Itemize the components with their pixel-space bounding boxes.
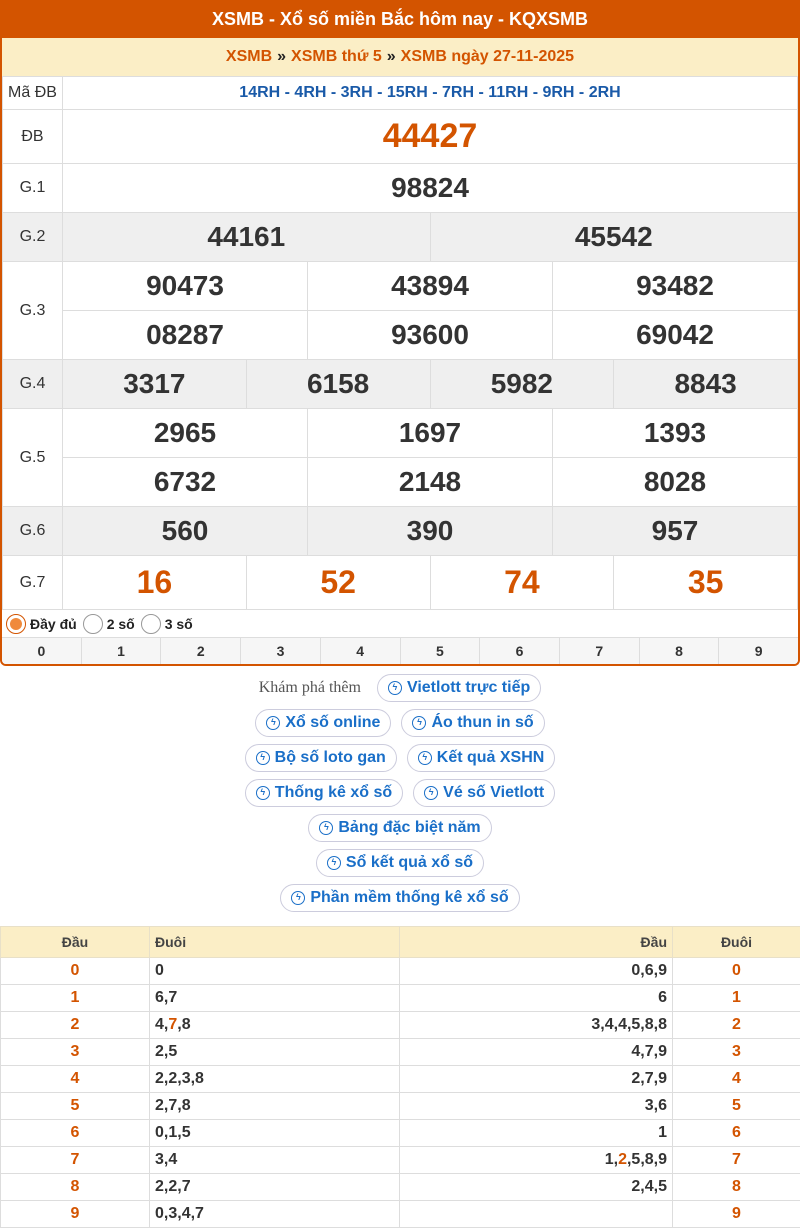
cell-dau-reverse: 1: [400, 1120, 673, 1147]
breadcrumb-link-date[interactable]: XSMB ngày 27-11-2025: [400, 48, 575, 65]
cell-duoi-reverse: 9: [673, 1201, 800, 1228]
digit-filter-button[interactable]: 0: [2, 638, 82, 664]
header-duoi: Đuôi: [673, 927, 800, 958]
prize-g2-number: 44161: [63, 213, 431, 262]
prize-g3-number: 43894: [308, 262, 553, 311]
explore-link-bang-dac-biet[interactable]: [308, 814, 491, 842]
explore-link-so-ket-qua[interactable]: [316, 849, 484, 877]
cell-duoi-reverse: 2: [673, 1012, 800, 1039]
prize-g4-number: 6158: [246, 360, 430, 409]
prize-g7-number: 52: [246, 556, 430, 610]
table-row: [1, 1066, 800, 1093]
cell-dau-reverse: 3,6: [400, 1093, 673, 1120]
cell-duoi: 0,3,4,7: [150, 1201, 400, 1228]
loto-table: [0, 926, 800, 1228]
prize-label-g4: G.4: [3, 360, 63, 409]
link-text: Vietlott trực tiếp: [406, 678, 531, 696]
highlight-digit: 2: [618, 1151, 627, 1168]
breadcrumb-link-xsmb[interactable]: XSMB: [225, 48, 273, 65]
cell-dau: 7: [1, 1147, 150, 1174]
highlight-digit: 7: [168, 1016, 178, 1033]
radio-icon[interactable]: [141, 614, 161, 634]
cell-dau: 9: [1, 1201, 150, 1228]
bolt-icon: ϟ: [291, 891, 305, 905]
bolt-icon: ϟ: [412, 716, 426, 730]
prize-g3-number: 93600: [308, 311, 553, 360]
prize-g4-number: 5982: [430, 360, 614, 409]
cell-duoi: 3,4: [150, 1147, 400, 1174]
header-dau: Đầu: [1, 927, 150, 958]
cell-duoi: 6,7: [150, 985, 400, 1012]
page-title: XSMB - Xổ số miền Bắc hôm nay - KQXSMB: [2, 0, 798, 38]
bolt-icon: ϟ: [418, 751, 432, 765]
header-duoi: Đuôi: [150, 927, 400, 958]
cell-dau: 8: [1, 1174, 150, 1201]
prize-g7-number: 16: [63, 556, 247, 610]
prize-label-g3: G.3: [3, 262, 63, 360]
prize-g6-number: 390: [308, 507, 553, 556]
prize-g4-number: 3317: [63, 360, 247, 409]
prize-g2-number: 45542: [430, 213, 798, 262]
prize-g1-number: 98824: [63, 164, 798, 213]
cell-dau-reverse: 4,7,9: [400, 1039, 673, 1066]
cell-duoi: 2,5: [150, 1039, 400, 1066]
prize-label-db: ĐB: [3, 110, 63, 164]
prize-label-g6: G.6: [3, 507, 63, 556]
cell-dau-reverse: 6: [400, 985, 673, 1012]
link-text: Thống kê xổ số: [274, 783, 393, 801]
digit-text: 1,: [604, 1151, 619, 1168]
cell-duoi-reverse: 7: [673, 1147, 800, 1174]
cell-duoi-reverse: 6: [673, 1120, 800, 1147]
prize-g7-number: 35: [614, 556, 798, 610]
cell-dau: 0: [1, 958, 150, 985]
cell-dau-reverse: 3,4,4,5,8,8: [400, 1012, 673, 1039]
prize-g6-number: 560: [63, 507, 308, 556]
ma-db-label: Mã ĐB: [3, 77, 63, 110]
link-text: Bộ số loto gan: [274, 748, 386, 766]
cell-dau-reverse: [400, 1201, 673, 1228]
explore-link-vietlott-live[interactable]: [377, 674, 541, 702]
prize-label-g7: G.7: [3, 556, 63, 610]
table-row: [1, 1201, 800, 1228]
table-row: [1, 1147, 800, 1174]
option-full[interactable]: [6, 614, 77, 634]
prize-g6-number: 957: [553, 507, 798, 556]
digit-filter: [2, 638, 798, 664]
prize-label-g1: G.1: [3, 164, 63, 213]
cell-dau: 4: [1, 1066, 150, 1093]
table-row: [1, 985, 800, 1012]
cell-dau-reverse: 0,6,9: [400, 958, 673, 985]
prize-g5-number: 6732: [63, 458, 308, 507]
radio-selected-icon[interactable]: [6, 614, 26, 634]
explore-link-phan-mem[interactable]: [280, 884, 519, 912]
bolt-icon: ϟ: [256, 751, 270, 765]
option-2-digits[interactable]: [83, 614, 135, 634]
link-text: Áo thun in số: [431, 713, 534, 731]
cell-dau: 2: [1, 1012, 150, 1039]
header-dau: Đầu: [400, 927, 673, 958]
link-text: Xổ số online: [285, 713, 381, 731]
cell-duoi-reverse: 1: [673, 985, 800, 1012]
link-text: Sổ kết quả xổ số: [345, 853, 474, 871]
option-3-digits[interactable]: [141, 614, 193, 634]
link-text: Bảng đặc biệt năm: [338, 818, 481, 836]
explore-link-ao-thun[interactable]: [401, 709, 544, 737]
digit-filter-button[interactable]: 9: [754, 643, 763, 659]
explore-link-xo-so-online[interactable]: [255, 709, 391, 737]
table-row: [1, 1039, 800, 1066]
digit-filter-button[interactable]: 4: [321, 638, 401, 664]
explore-link-ve-so-vietlott[interactable]: [413, 779, 555, 807]
display-options: [2, 610, 798, 638]
cell-dau: 6: [1, 1120, 150, 1147]
breadcrumb-separator: »: [386, 48, 396, 65]
bolt-icon: ϟ: [266, 716, 280, 730]
prize-g5-number: 1393: [553, 409, 798, 458]
explore-link-loto-gan[interactable]: [245, 744, 397, 772]
prize-g4-number: 8843: [614, 360, 798, 409]
digit-filter-button[interactable]: 3: [241, 638, 321, 664]
prize-g3-number: 69042: [553, 311, 798, 360]
cell-duoi: 2,7,8: [150, 1093, 400, 1120]
cell-duoi-reverse: 3: [673, 1039, 800, 1066]
cell-duoi: 2,2,7: [150, 1174, 400, 1201]
prize-label-g2: G.2: [3, 213, 63, 262]
option-label: Đầy đủ: [30, 615, 77, 632]
bolt-icon: ϟ: [256, 786, 270, 800]
digit-text: 4,: [155, 1016, 169, 1033]
table-row: [1, 1174, 800, 1201]
results-table: [2, 76, 798, 610]
explore-link-thong-ke[interactable]: [245, 779, 403, 807]
explore-section: [0, 670, 800, 915]
explore-link-xshn[interactable]: [407, 744, 556, 772]
digit-filter-button[interactable]: 5: [401, 638, 481, 664]
prize-g3-number: 93482: [553, 262, 798, 311]
cell-duoi-reverse: 5: [673, 1093, 800, 1120]
prize-g5-number: 2965: [63, 409, 308, 458]
digit-filter-button[interactable]: 7: [560, 638, 640, 664]
breadcrumb-separator: »: [277, 48, 287, 65]
prize-g7-number: 74: [430, 556, 614, 610]
digit-text: ,5,8,9: [626, 1151, 667, 1168]
loto-table-section: [0, 926, 800, 1228]
cell-dau: 1: [1, 985, 150, 1012]
table-row: [1, 1093, 800, 1120]
breadcrumb: [2, 38, 798, 76]
digit-filter-button[interactable]: 1: [82, 638, 162, 664]
prize-g5-number: 8028: [553, 458, 798, 507]
bolt-icon: ϟ: [319, 821, 333, 835]
digit-filter-button[interactable]: 2: [161, 638, 241, 664]
bolt-icon: ϟ: [388, 681, 402, 695]
link-text: Kết quả XSHN: [436, 748, 545, 766]
bolt-icon: ϟ: [327, 856, 341, 870]
cell-duoi: 0,1,5: [150, 1120, 400, 1147]
cell-dau: 5: [1, 1093, 150, 1120]
digit-filter-button[interactable]: 6: [480, 638, 560, 664]
prize-g5-number: 1697: [308, 409, 553, 458]
prize-g5-number: 2148: [308, 458, 553, 507]
cell-duoi-reverse: 0: [673, 958, 800, 985]
cell-dau: 3: [1, 1039, 150, 1066]
digit-text: ,8: [177, 1016, 191, 1033]
cell-duoi: 0: [150, 958, 400, 985]
cell-dau-reverse: 2,4,5: [400, 1174, 673, 1201]
radio-icon[interactable]: [83, 614, 103, 634]
explore-label: Khám phá thêm: [258, 678, 361, 696]
cell-duoi: [150, 1012, 400, 1039]
breadcrumb-link-weekday[interactable]: XSMB thứ 5: [291, 48, 382, 65]
cell-duoi-reverse: 8: [673, 1174, 800, 1201]
option-label: 2 số: [106, 615, 135, 632]
bolt-icon: ϟ: [424, 786, 438, 800]
table-row: [1, 1012, 800, 1039]
cell-dau-reverse: 2,7,9: [400, 1066, 673, 1093]
ma-db-value: 14RH - 4RH - 3RH - 15RH - 7RH - 11RH - 9RH - 2RH: [63, 77, 798, 110]
prize-g3-number: 08287: [63, 311, 308, 360]
cell-duoi: 2,2,3,8: [150, 1066, 400, 1093]
prize-label-g5: G.5: [3, 409, 63, 507]
table-row: [1, 1120, 800, 1147]
cell-dau-reverse: [400, 1147, 673, 1174]
link-text: Vé số Vietlott: [443, 783, 545, 801]
link-text: Phần mềm thống kê xổ số: [310, 888, 509, 906]
prize-g3-number: 90473: [63, 262, 308, 311]
cell-duoi-reverse: 4: [673, 1066, 800, 1093]
option-label: 3 số: [164, 615, 193, 632]
table-row: [1, 958, 800, 985]
prize-db-number: 44427: [63, 110, 798, 164]
digit-filter-button[interactable]: 8: [640, 638, 720, 664]
